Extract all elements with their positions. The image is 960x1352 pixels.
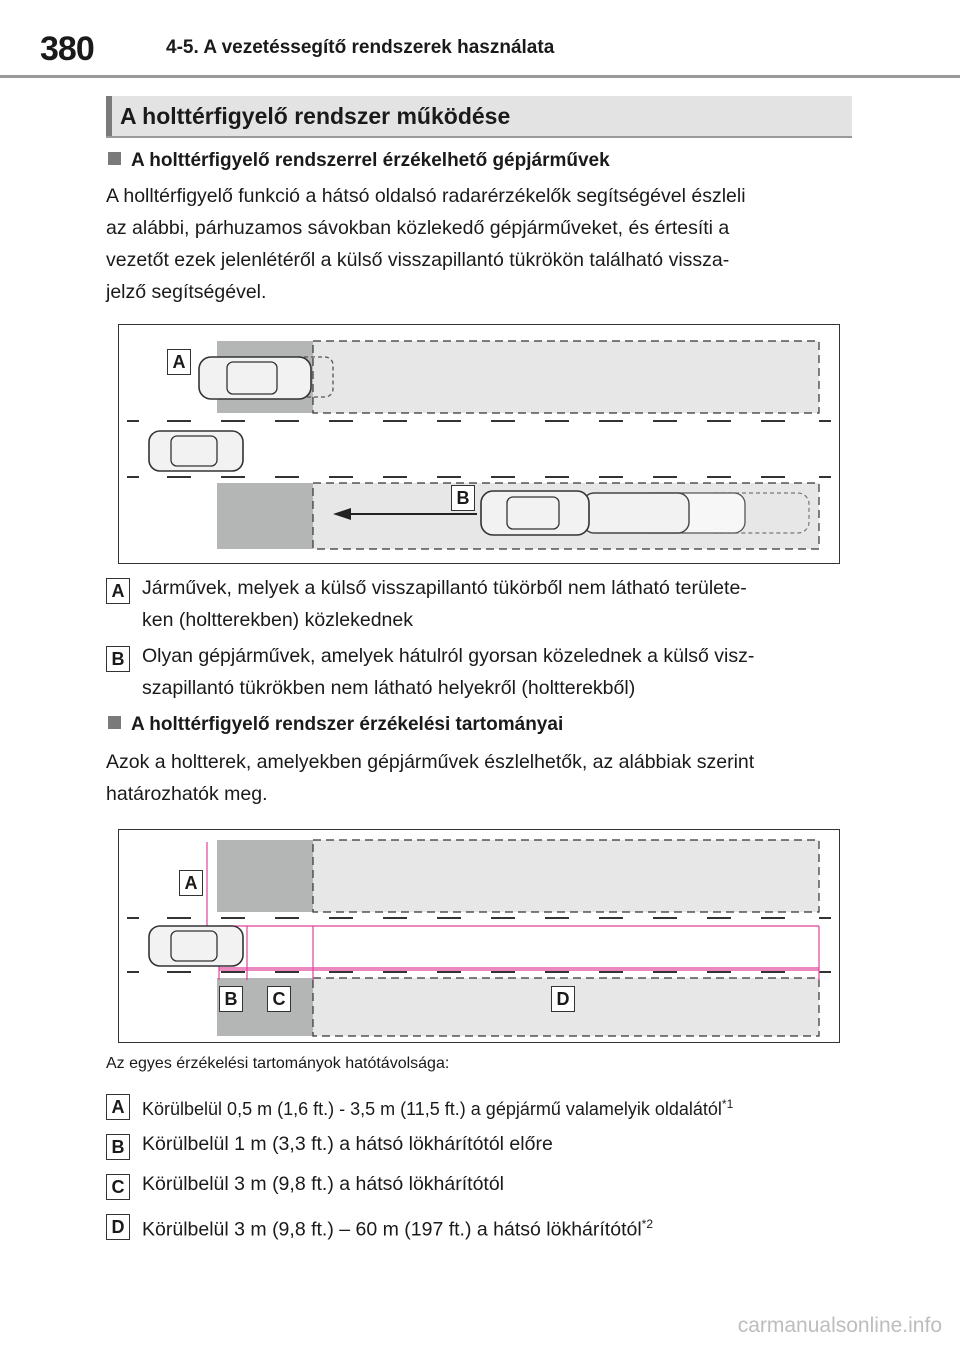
figure-label-b: B [451, 485, 475, 511]
zone-top-near [217, 840, 313, 912]
range-text-a [142, 1088, 733, 1125]
own-vehicle-icon [149, 431, 243, 471]
zone-b-near [217, 483, 313, 549]
range-label-a: A [106, 1094, 130, 1120]
section-accent [106, 96, 112, 136]
figure-caption: Az egyes érzékelési tartományok hatótávolsága: [106, 1055, 450, 1072]
legend-line: Járművek, melyek a külső visszapillantó tükörből nem látható területe- [142, 577, 747, 599]
figure-label-d: D [551, 986, 575, 1012]
watermark: carmanualsonline.info [737, 1314, 942, 1337]
subheading-text: A holttérfigyelő rendszerrel érzékelhető gépjárművek [131, 150, 610, 171]
bullet-square-icon [108, 716, 121, 729]
page-number: 380 [40, 30, 94, 68]
range-text-c [142, 1168, 504, 1200]
legend-label-b: B [106, 646, 130, 672]
chapter-title: 4-5. A vezetéssegítő rendszerek használata [166, 37, 555, 58]
range-label-b: B [106, 1134, 130, 1160]
figure-label-c: C [267, 986, 291, 1012]
header-divider [0, 75, 960, 78]
paragraph-line: jelző segítségével. [106, 281, 267, 303]
legend-text-b [142, 640, 754, 704]
areas-paragraph [106, 746, 866, 810]
range-text: Körülbelül 1 m (3,3 ft.) a hátsó lökhárítótól előre [142, 1133, 553, 1155]
figure-1-drawing [119, 325, 839, 563]
section-heading-bar [106, 96, 852, 138]
figure-blind-spot-vehicles [118, 324, 840, 564]
legend-label-a: A [106, 578, 130, 604]
bullet-square-icon [108, 152, 121, 165]
section-title: A holttérfigyelő rendszer működése [120, 103, 511, 129]
legend-line: szapillantó tükrökben nem látható helyekről (holtterekből) [142, 677, 636, 699]
footnote-ref: *2 [641, 1217, 654, 1231]
intro-paragraph [106, 180, 866, 308]
range-text: Körülbelül 3 m (9,8 ft.) a hátsó lökhárítótól [142, 1173, 505, 1195]
range-text: Körülbelül 3 m (9,8 ft.) – 60 m (197 ft.) a hátsó lökhárítótól [142, 1218, 642, 1241]
range-label-d: D [106, 1214, 130, 1240]
figure-detection-ranges [118, 829, 840, 1043]
own-vehicle-icon [149, 926, 243, 966]
paragraph-line: vezetőt ezek jelenlétéről a külső visszapillantó tükrökön található vissza- [106, 249, 730, 271]
footnote-ref: *1 [721, 1097, 734, 1111]
paragraph-line: határozhatók meg. [106, 783, 268, 805]
range-label-c: C [106, 1174, 130, 1200]
paragraph-line: Azok a holtterek, amelyekben gépjárművek észlelhetők, az alábbiak szerint [106, 751, 755, 773]
zone-top-far [313, 840, 819, 912]
legend-line: Olyan gépjárművek, amelyek hátulról gyorsan közelednek a külső visz- [142, 645, 755, 667]
subheading-text: A holttérfigyelő rendszer érzékelési tartományai [131, 714, 564, 735]
figure-label-a: A [179, 870, 203, 896]
range-text-d [142, 1208, 653, 1246]
figure-label-b: B [219, 986, 243, 1012]
range-text: Körülbelül 0,5 m (1,6 ft.) - 3,5 m (11,5 ft.) a gépjármű valamelyik oldalától [142, 1099, 722, 1119]
subheading-detection-areas [108, 714, 563, 736]
range-text-b [142, 1128, 553, 1160]
legend-text-a [142, 572, 747, 636]
figure-label-a: A [167, 349, 191, 375]
legend-line: ken (holtterekben) közlekednek [142, 609, 413, 631]
paragraph-line: A holltérfigyelő funkció a hátsó oldalsó radarérzékelők segítségével észleli [106, 185, 746, 207]
subheading-detectable-vehicles [108, 150, 610, 172]
zone-a-far [313, 341, 819, 413]
paragraph-line: az alábbi, párhuzamos sávokban közlekedő gépjárműveket, és értesíti a [106, 217, 730, 239]
